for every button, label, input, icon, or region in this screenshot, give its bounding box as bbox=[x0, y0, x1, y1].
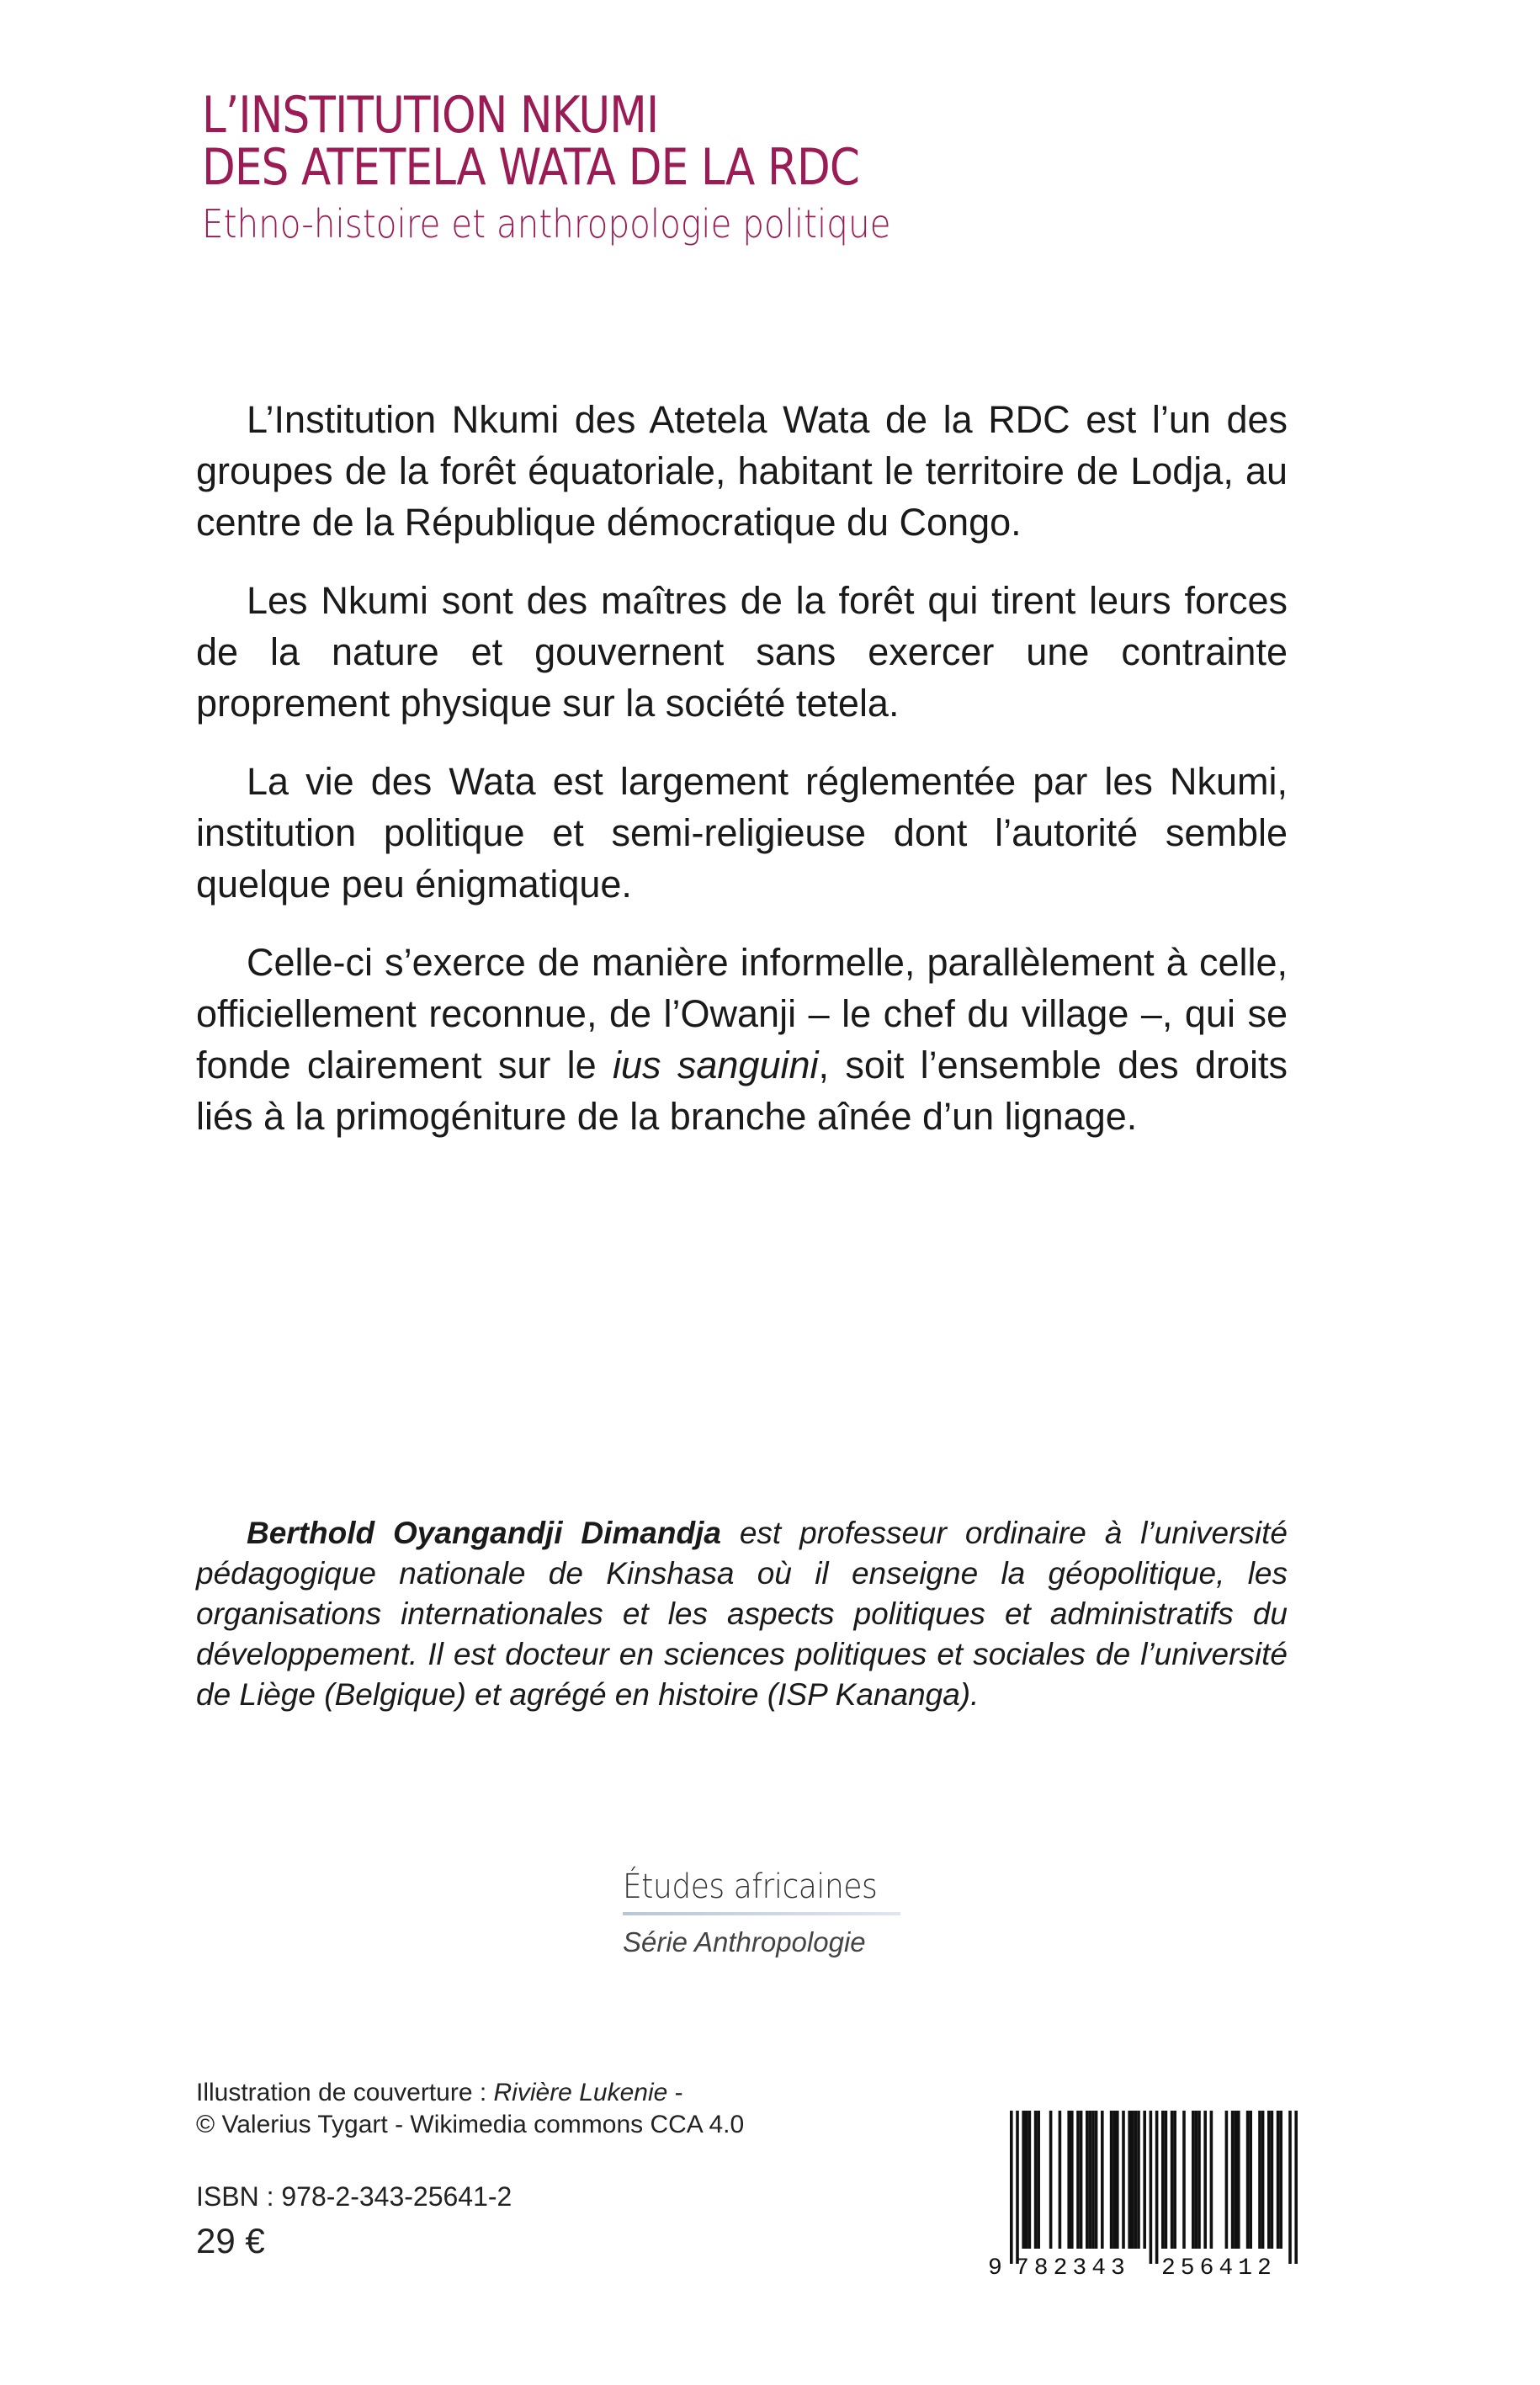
barcode-bar bbox=[1143, 2111, 1146, 2249]
barcode-bar bbox=[1122, 2111, 1125, 2249]
barcode-bar bbox=[1195, 2111, 1198, 2249]
barcode-bar bbox=[1161, 2111, 1165, 2249]
barcode-bar bbox=[1016, 2111, 1019, 2264]
barcode-bar bbox=[1258, 2111, 1261, 2249]
barcode-bar bbox=[1095, 2111, 1098, 2249]
back-cover-description bbox=[196, 394, 1288, 1169]
credits-suffix: - bbox=[667, 2079, 683, 2106]
barcode-bar bbox=[1294, 2111, 1298, 2264]
barcode-bar bbox=[1113, 2111, 1116, 2249]
author-name: Berthold Oyangandji Dimandja bbox=[247, 1516, 721, 1550]
barcode-bars bbox=[1010, 2111, 1298, 2264]
barcode-bar bbox=[1279, 2111, 1282, 2249]
cover-credits bbox=[196, 2077, 744, 2141]
series-name: Études africaines bbox=[623, 1867, 878, 1906]
barcode-bar bbox=[1182, 2111, 1186, 2249]
barcode-first-digit: 9 bbox=[988, 2255, 1002, 2279]
credits-prefix: Illustration de couverture : bbox=[196, 2079, 494, 2106]
p4-text-after: , soit l’ensemble des droits liés à la primogéniture de la branche aînée d’un lignage. bbox=[196, 1044, 1288, 1138]
barcode-left-digits: 782343 bbox=[1015, 2255, 1130, 2279]
barcode-bar bbox=[1203, 2111, 1207, 2249]
barcode-bar bbox=[1192, 2111, 1195, 2249]
barcode-bar bbox=[1034, 2111, 1038, 2249]
author-bio-text: est professeur ordinaire à l’université pédagogique nationale de Kinshasa où il enseigne la géopolitique, les organisations internationales et les aspects politiques et administratifs du développement. Il est docteur en sciences politiques et sociales de l’université de Liège (Belgique) et agrégé en histoire (ISP Kananga). bbox=[196, 1516, 1288, 1712]
barcode-bar bbox=[1080, 2111, 1083, 2249]
credits-illustration-title: Rivière Lukenie bbox=[493, 2079, 668, 2106]
barcode bbox=[976, 2111, 1330, 2279]
barcode-bar bbox=[1037, 2111, 1040, 2249]
barcode-bar bbox=[1110, 2111, 1113, 2249]
barcode-bar bbox=[1249, 2111, 1252, 2249]
barcode-bar bbox=[1288, 2111, 1292, 2264]
barcode-bar bbox=[1210, 2111, 1213, 2249]
barcode-bar bbox=[1022, 2111, 1025, 2249]
barcode-bar bbox=[1086, 2111, 1089, 2249]
barcode-bar bbox=[1155, 2111, 1159, 2264]
barcode-bar bbox=[1010, 2111, 1013, 2264]
barcode-bar bbox=[1246, 2111, 1250, 2249]
barcode-bar bbox=[1134, 2111, 1138, 2249]
p4-text-before: Celle-ci s’exerce de manière informelle, parallèlement à celle, officiellement reconnue, de l’Owanji – le chef du village –, qui se fonde clairement sur le bbox=[196, 941, 1288, 1086]
barcode-bar bbox=[1070, 2111, 1074, 2249]
barcode-bar bbox=[1197, 2111, 1201, 2249]
book-subtitle: Ethno-histoire et anthropologie politique bbox=[202, 201, 891, 247]
barcode-bar bbox=[1150, 2111, 1153, 2264]
description-paragraph-1: L’Institution Nkumi des Atetela Wata de la RDC est l’un des groupes de la forêt équatoriale, habitant le territoire de Lodja, au centre de la République démocratique du Congo. bbox=[196, 398, 1288, 544]
title-line-2: DES ATETELA WATA DE LA RDC bbox=[202, 138, 860, 197]
barcode-bar bbox=[1137, 2111, 1140, 2249]
barcode-bar bbox=[1267, 2111, 1271, 2249]
isbn: ISBN : 978-2-343-25641-2 bbox=[196, 2181, 512, 2212]
book-title bbox=[202, 86, 860, 197]
barcode-bar bbox=[1025, 2111, 1028, 2249]
barcode-bar bbox=[1059, 2111, 1062, 2249]
series-block bbox=[623, 1867, 900, 1961]
description-paragraph-4 bbox=[196, 937, 1288, 1142]
barcode-bar bbox=[1173, 2111, 1176, 2249]
barcode-bar bbox=[1049, 2111, 1053, 2249]
barcode-bar bbox=[1171, 2111, 1174, 2249]
barcode-bar bbox=[1101, 2111, 1104, 2249]
barcode-bar bbox=[1225, 2111, 1229, 2249]
price: 29 € bbox=[196, 2221, 265, 2260]
description-paragraph-2: Les Nkumi sont des maîtres de la forêt qui tirent leurs forces de la nature et gouvernent sans exercer une contrainte proprement physique sur la société tetela. bbox=[196, 579, 1288, 725]
barcode-right-digits: 256412 bbox=[1161, 2255, 1277, 2279]
barcode-bar bbox=[1067, 2111, 1070, 2249]
barcode-bar bbox=[1277, 2111, 1280, 2249]
barcode-bar bbox=[1076, 2111, 1080, 2249]
barcode-bar bbox=[1089, 2111, 1092, 2249]
description-paragraph-3: La vie des Wata est largement réglementée par les Nkumi, institution politique et semi-religieuse dont l’autorité semble quelque peu énigmatique. bbox=[196, 760, 1288, 906]
credits-line-1 bbox=[196, 2077, 744, 2109]
title-line-1: L’INSTITUTION NKUMI bbox=[202, 86, 659, 145]
series-subseries: Série Anthropologie bbox=[623, 1926, 866, 1957]
credits-line-2: © Valerius Tygart - Wikimedia commons CCA 4.0 bbox=[196, 2111, 745, 2138]
barcode-bar bbox=[1165, 2111, 1168, 2249]
barcode-bar bbox=[1231, 2111, 1235, 2249]
barcode-bar bbox=[1131, 2111, 1134, 2249]
barcode-bar bbox=[1234, 2111, 1237, 2249]
barcode-bar bbox=[1091, 2111, 1095, 2249]
barcode-bar bbox=[1028, 2111, 1032, 2249]
author-bio bbox=[196, 1513, 1288, 1715]
p4-italic-term: ius sanguini bbox=[613, 1044, 819, 1086]
series-divider bbox=[623, 1912, 900, 1915]
barcode-bar bbox=[1128, 2111, 1131, 2249]
barcode-bar bbox=[1116, 2111, 1119, 2249]
barcode-bar bbox=[1237, 2111, 1240, 2249]
barcode-bar bbox=[1271, 2111, 1274, 2249]
barcode-bar bbox=[1261, 2111, 1265, 2249]
